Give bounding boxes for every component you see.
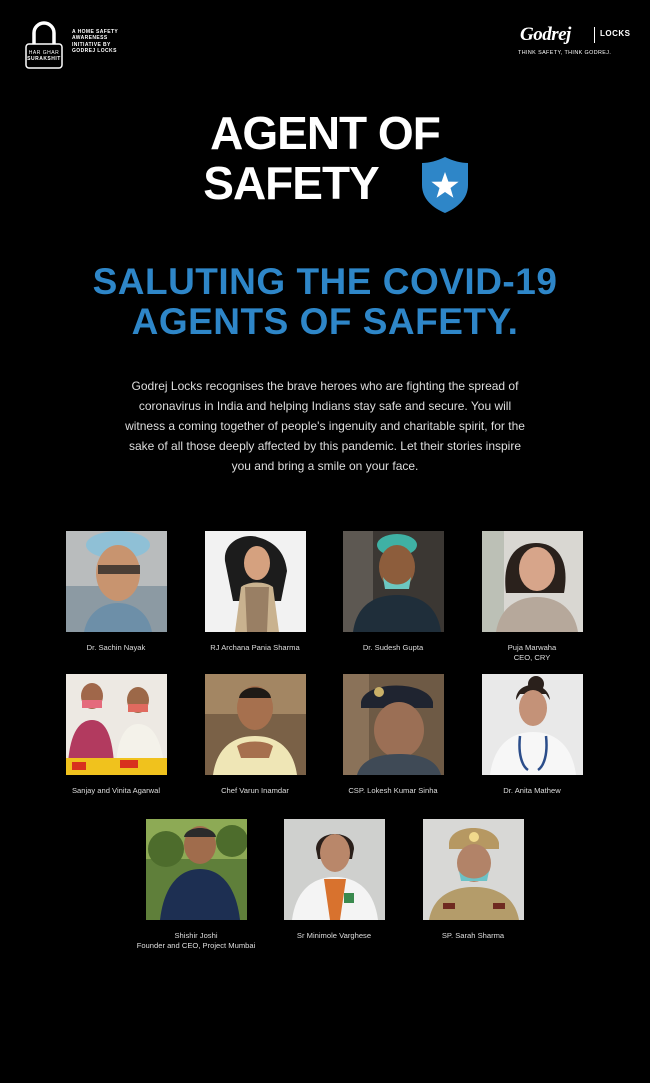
logo-tagline	[72, 29, 118, 54]
agent-name: CSP. Lokesh Kumar Sinha	[348, 786, 438, 795]
logo-divider	[594, 27, 595, 43]
agent-name: Sr Minimole Varghese	[296, 931, 372, 940]
title-line-1: AGENT OF	[210, 107, 440, 159]
agent-name: Shishir Joshi	[174, 931, 218, 940]
brand-name: Godrej	[520, 24, 571, 45]
agent-title: Founder and CEO, Project Mumbai	[136, 941, 256, 950]
tagline-line: A HOME SAFETY	[72, 29, 119, 35]
agent-photo	[482, 531, 583, 632]
agent-name: Dr. Sachin Nayak	[86, 643, 146, 652]
godrej-locks-logo	[518, 24, 631, 64]
agent-photo	[482, 674, 583, 775]
padlock-icon	[22, 20, 66, 70]
agent-card	[190, 674, 320, 796]
logo-line-1: HAR GHAR	[28, 50, 60, 56]
intro-paragraph: Godrej Locks recognises the brave heroes who are fighting the spread of coronavirus in India and helping Indians stay safe and secure. You will witness a coming together of people's ingenuity and charitable spirit, for the sake of all those deeply affected by this pandemic. Let their stories inspire you and bring a smile on your face.	[125, 379, 525, 473]
agent-name: Sanjay and Vinita Agarwal	[71, 786, 161, 795]
headline-line-1: SALUTING THE COVID-19	[92, 261, 558, 302]
agent-card	[467, 531, 597, 663]
tagline-line: AWARENESS	[72, 35, 108, 42]
agent-name: SP. Sarah Sharma	[441, 931, 505, 940]
agent-name: Dr. Sudesh Gupta	[362, 643, 424, 652]
agent-name: Chef Varun Inamdar	[221, 786, 289, 795]
agent-photo	[423, 819, 524, 920]
agent-photo	[343, 531, 444, 632]
product-name: LOCKS	[600, 29, 631, 38]
agent-card	[131, 819, 261, 951]
agent-name: Puja Marwaha	[507, 643, 557, 652]
agent-photo	[66, 674, 167, 775]
agent-card	[328, 674, 458, 796]
agent-name: RJ Archana Pania Sharma	[210, 643, 300, 652]
shield-star-icon	[419, 155, 471, 215]
agent-name: Dr. Anita Mathew	[503, 786, 561, 795]
agent-card	[408, 819, 538, 941]
agent-photo	[66, 531, 167, 632]
brand-tagline: THINK SAFETY, THINK GODREJ.	[518, 50, 612, 56]
title-line-2: SAFETY	[203, 157, 379, 209]
har-ghar-surakshit-logo	[20, 20, 130, 70]
headline-line-2: AGENTS OF SAFETY.	[131, 301, 519, 342]
agent-title: CEO, CRY	[513, 653, 551, 662]
logo-line-2: SURAKSHIT	[27, 56, 61, 62]
agent-photo	[205, 531, 306, 632]
agent-photo	[146, 819, 247, 920]
agent-card	[51, 531, 181, 653]
agent-card	[51, 674, 181, 796]
tagline-line: INITIATIVE BY	[72, 41, 111, 48]
agent-card	[328, 531, 458, 653]
agent-photo	[205, 674, 306, 775]
agent-card	[190, 531, 320, 653]
agent-photo	[284, 819, 385, 920]
agent-card	[467, 674, 597, 796]
agent-card	[269, 819, 399, 941]
tagline-line: GODREJ LOCKS	[72, 47, 117, 54]
agent-photo	[343, 674, 444, 775]
